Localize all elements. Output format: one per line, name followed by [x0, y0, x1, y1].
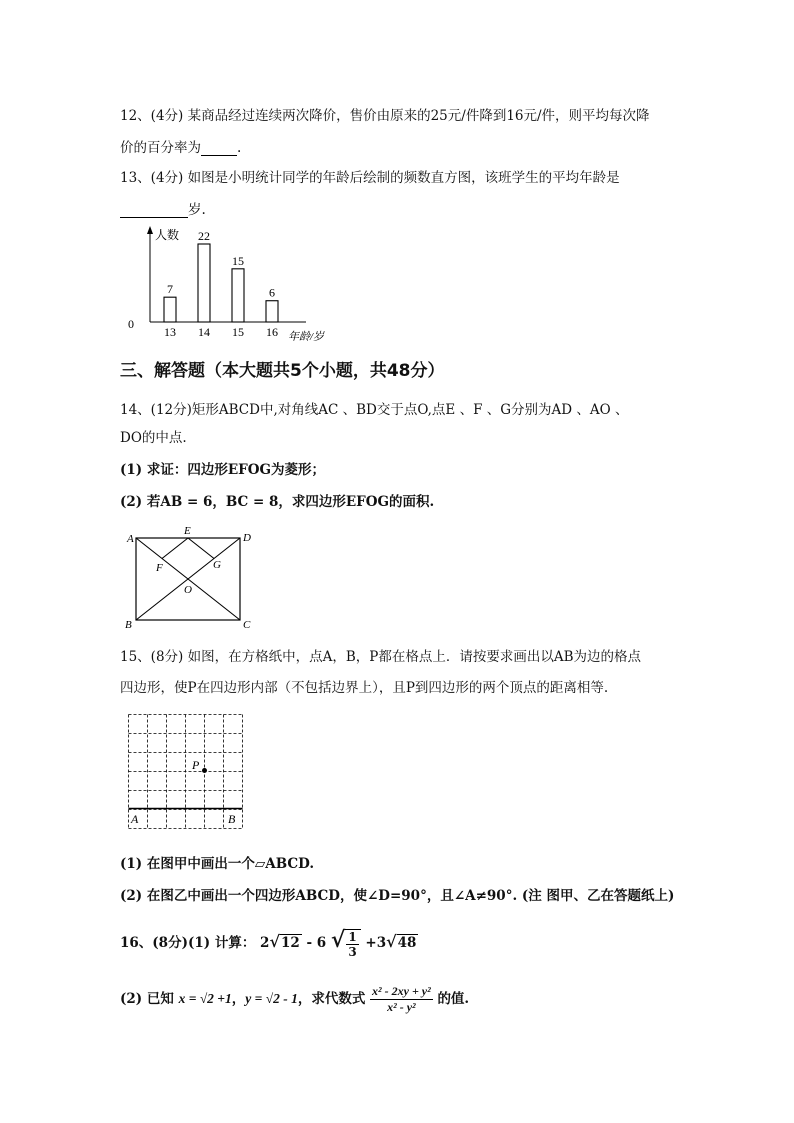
q16-y-expr: y = √2 - 1 [245, 991, 298, 1006]
histogram-value-label-16: 6 [269, 285, 275, 300]
q16-part1: 16、(8分)(1) 计算： 2√12 - 6 √ $\frac{1}{3}$ +3√48 [120, 927, 417, 959]
q16-coef1: 2 [260, 935, 270, 951]
segment-ef [162, 538, 188, 559]
grid-label-a: A [131, 812, 139, 826]
q16-coef2: - 6 [306, 935, 327, 951]
q12-line2 [120, 136, 241, 156]
histogram-tick-label-16: 16 [266, 325, 278, 339]
q16-frac-den: 3 [348, 944, 357, 959]
label-g: G [213, 559, 221, 571]
histogram-tick-label-13: 13 [164, 325, 176, 339]
q16-part2-prefix: (2) 已知 [120, 991, 174, 1007]
grid-figure [126, 714, 248, 832]
q15-line2: 四边形，使P在四边形内部（不包括边界上），且P到四边形的两个顶点的距离相等. [120, 680, 609, 696]
label-c: C [243, 619, 251, 631]
q13-line2 [120, 198, 206, 218]
q12-answer-blank [201, 141, 237, 156]
q14-line1: 14、(12分)矩形ABCD中,对角线AC 、BD交于点O,点E 、F 、G分别为AD 、AO 、 [120, 402, 629, 418]
q12-line2-suffix: . [237, 140, 242, 156]
q16-part2: (2) 已知 x = √2 +1，y = √2 - 1，求代数式 $\frac{\text{x² - 2xy + y²}}{\text{x² - y²}}$ 的值. [120, 984, 470, 1014]
rectangle-figure [122, 524, 262, 632]
q16-part2-suffix: 的值. [437, 991, 470, 1007]
q12-line2-prefix: 价的百分率为 [120, 140, 201, 156]
label-f: F [156, 562, 163, 574]
histogram-value-label-14: 22 [198, 229, 210, 243]
histogram-bar-14 [198, 244, 210, 322]
label-b: B [125, 619, 132, 631]
histogram-bar-15 [232, 269, 244, 322]
label-d: D [243, 532, 251, 544]
section-3-heading: 三、解答题（本大题共5个小题，共48分） [120, 361, 445, 381]
q16-expression [370, 984, 433, 1015]
q15-part2: (2) 在图乙中画出一个四边形ABCD，使∠D=90°，且∠A≠90°. (注 图甲、乙在答题纸上) [120, 888, 675, 904]
q14-part2: (2) 若AB = 6，BC = 8，求四边形EFOG的面积. [120, 494, 435, 510]
q16-radicand-12: 12 [280, 935, 300, 951]
label-o: O [184, 584, 192, 596]
histogram-tick-label-15: 15 [232, 325, 244, 339]
q16-mid-text: ，求代数式 [297, 991, 366, 1007]
q16-coef3: +3 [365, 935, 387, 951]
q14-part1: (1) 求证：四边形EFOG为菱形； [120, 462, 326, 478]
segment-eg [188, 538, 214, 559]
q16-fraction [345, 929, 360, 959]
histogram-xlabel: 年龄/岁 [288, 331, 325, 343]
q16-x-expr: x = √2 +1 [178, 991, 232, 1006]
q12-line1: 12、(4分) 某商品经过连续两次降价，售价由原来的25元/件降到16元/件，则平均每次降 [120, 108, 650, 124]
grid-label-p: P [192, 758, 200, 772]
q16-frac-num: 1 [348, 929, 357, 944]
histogram-tick-label-14: 14 [198, 325, 210, 339]
q14-line2: DO的中点. [120, 430, 187, 446]
point-p [202, 768, 207, 773]
q13-line1: 13、(4分) 如图是小明统计同学的年龄后绘制的频数直方图，该班学生的平均年龄是 [120, 170, 620, 186]
label-e: E [184, 525, 191, 537]
histogram-ylabel: 人数 [155, 228, 180, 242]
histogram-origin-label: 0 [128, 317, 134, 331]
q13-answer-blank [120, 203, 188, 218]
histogram-bar-13 [164, 297, 176, 322]
q16-expr-num: x² - 2xy + y² [372, 984, 431, 998]
histogram-value-label-15: 15 [232, 253, 244, 268]
histogram-y-arrow [147, 226, 153, 234]
label-a: A [127, 533, 134, 545]
q13-line2-suffix: 岁. [188, 202, 206, 218]
histogram-bar-16 [266, 301, 278, 322]
age-histogram [120, 222, 360, 347]
q16-part1-prefix: 16、(8分)(1) 计算： [120, 935, 256, 951]
q16-radicand-48: 48 [397, 935, 417, 951]
histogram-value-label-13: 7 [167, 282, 173, 297]
grid-label-b: B [228, 812, 236, 826]
q15-part1: (1) 在图甲中画出一个▱ABCD. [120, 856, 315, 872]
q16-expr-den: x² - y² [387, 1000, 416, 1014]
q15-line1: 15、(8分) 如图，在方格纸中，点A，B，P都在格点上．请按要求画出以AB为边的格点 [120, 649, 642, 665]
